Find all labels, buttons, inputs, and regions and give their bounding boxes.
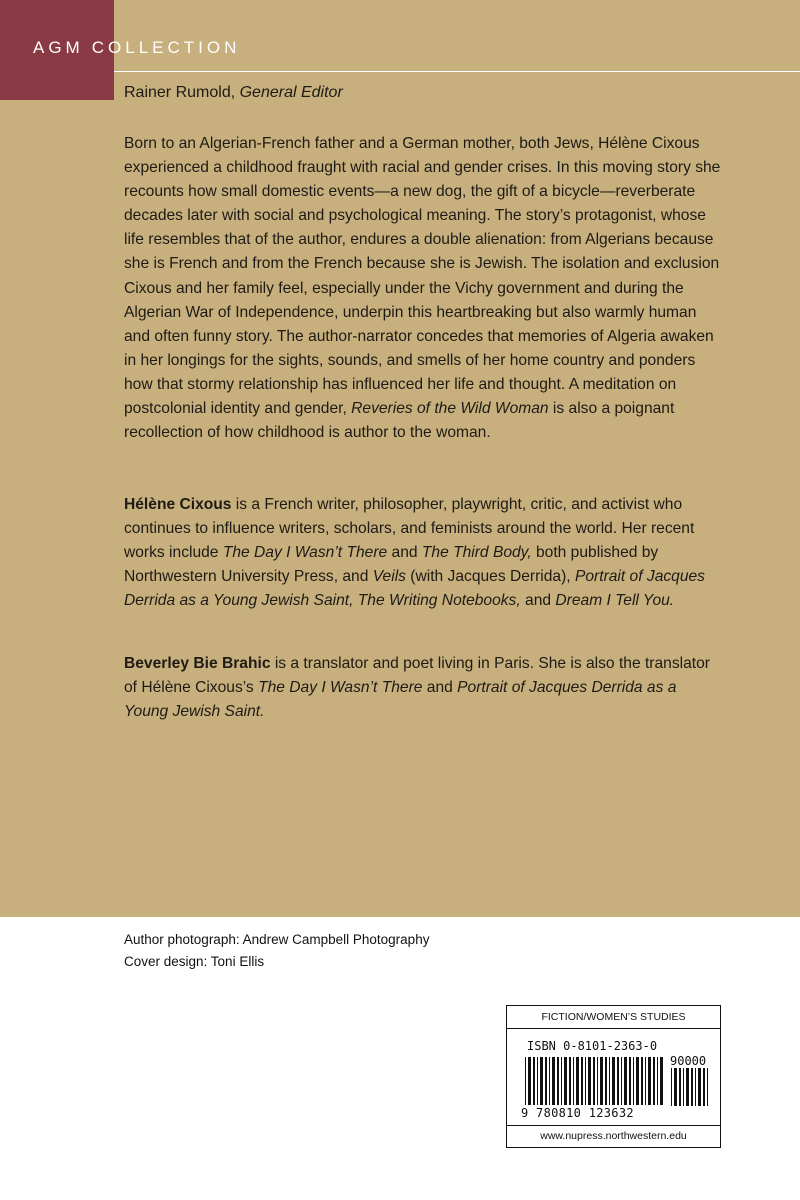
barcode-bar [533,1057,535,1105]
series-rule [114,71,800,72]
translator-bio-text: and [422,679,458,697]
barcode-bar [624,1057,627,1105]
barcode-bar [557,1057,559,1105]
translator-bio [124,652,724,724]
barcode-bar [641,1057,643,1105]
barcode-bar [600,1057,603,1105]
barcode-bar [573,1057,574,1105]
barcode-bar [683,1068,684,1106]
barcode-bar [581,1057,583,1105]
barcode-bar [695,1068,696,1106]
barcode-bar [593,1057,595,1105]
barcode-bar [707,1068,708,1106]
barcode-bar [561,1057,562,1105]
ean-digits: 9 780810 123632 [521,1106,634,1120]
barcode-bar [686,1068,689,1106]
barcode-bar [671,1068,672,1106]
barcode-bar [564,1057,567,1105]
barcode-bar [597,1057,598,1105]
author-name: Hélène Cixous [124,496,232,513]
photo-credit: Author photograph: Andrew Campbell Photography [124,932,430,947]
author-bio [124,493,724,613]
barcode-bar [629,1057,631,1105]
design-credit: Cover design: Toni Ellis [124,954,265,969]
barcode-bar [645,1057,646,1105]
barcode-bar [585,1057,586,1105]
author-bio-text: (with Jacques Derrida), [405,568,575,586]
barcode-bar [691,1068,693,1106]
work-title: Veils [372,568,406,586]
credits [124,929,429,973]
book-title: Reveries of the Wild Woman [351,400,549,418]
barcode-bar [679,1068,681,1106]
author-bio-text: both published by Northwestern University Press, and [124,544,659,586]
barcode-bar [648,1057,651,1105]
book-description [124,132,724,445]
translator-name: Beverley Bie Brahic [124,655,271,672]
bisac-category: FICTION/WOMEN’S STUDIES [507,1006,720,1029]
barcode-bar [552,1057,555,1105]
barcode-bar [636,1057,639,1105]
isbn-barcode-box [506,1005,721,1148]
translator-bio-text: is a translator and poet living in Paris. She is also the translator of Hélène Cixous’s [124,655,710,697]
blurb-text: Born to an Algerian-French father and a German mother, both Jews, Hélène Cixous experienced a childhood fraught with racial and gender crises. In this moving story she recounts how small domestic events—a new dog, the gift of a bicycle—reverberate decades later with social and psychological meaning. The story’s protagonist, whose life resembles that of the author, endures a double alienation: from Algerians because she is French and from the French because she is Jewish. The isolation and exclusion Cixous and her family feel, especially under the Vichy government and during the Algerian War of Independence, underpin this heartbreaking but also warmly human and often funny story. The author-narrator concedes that memories of Algeria awaken in her longings for the sights, sounds, and smells of her home country and ponders how that stormy relationship has influenced her life and thought. A meditation on postcolonial identity and gender, [124,135,721,418]
barcode-bar [698,1068,701,1106]
barcode-bar [528,1057,531,1105]
barcode-bar [525,1057,526,1105]
isbn-number: ISBN 0-8101-2363-0 [527,1039,658,1053]
series-title-collection: COLLECTION [91,38,241,57]
author-bio-text: and [387,544,422,562]
price-barcode [671,1068,709,1106]
blurb-text-end: is also a poignant recollection of how childhood is author to the woman. [124,400,675,442]
barcode-bar [657,1057,658,1105]
work-title: The Day I Wasn’t There [222,544,388,562]
work-title: The Third Body, [421,544,532,562]
barcode-bar [605,1057,607,1105]
barcode-bar [703,1068,705,1106]
barcode-bar [537,1057,538,1105]
barcode-bar [588,1057,591,1105]
author-bio-text: is a French writer, philosopher, playwright, critic, and activist who continues to influence writers, scholars, and feminists around the world. Her recent works include [124,496,695,562]
barcode-bar [633,1057,634,1105]
barcode-bar [617,1057,619,1105]
series-title [33,38,240,58]
barcode-bar [545,1057,547,1105]
barcode-bar [609,1057,610,1105]
barcode-bar [653,1057,655,1105]
work-title: The Day I Wasn’t There [258,679,423,697]
barcode-bar [540,1057,543,1105]
barcode-bar [621,1057,622,1105]
barcode-bar [569,1057,571,1105]
barcode-bar [549,1057,550,1105]
work-title: Portrait of Jacques Derrida as a Young Jewish Saint, The Writing Notebooks, [124,568,705,610]
editor-role: General Editor [239,84,343,101]
price-code: 90000 [670,1054,707,1068]
series-title-agm: AGM [33,38,84,57]
barcode-bar [660,1057,663,1105]
barcode-bar [612,1057,615,1105]
editor-name: Rainer Rumold, [124,84,240,101]
barcode-bar [674,1068,677,1106]
barcode-bar [576,1057,579,1105]
work-title: Dream I Tell You. [555,592,675,610]
publisher-url: www.nupress.northwestern.edu [507,1125,720,1147]
author-bio-text: and [520,592,556,610]
ean-barcode [525,1057,665,1105]
general-editor [124,84,343,102]
work-title: Portrait of Jacques Derrida as a Young Jewish Saint. [124,679,677,721]
